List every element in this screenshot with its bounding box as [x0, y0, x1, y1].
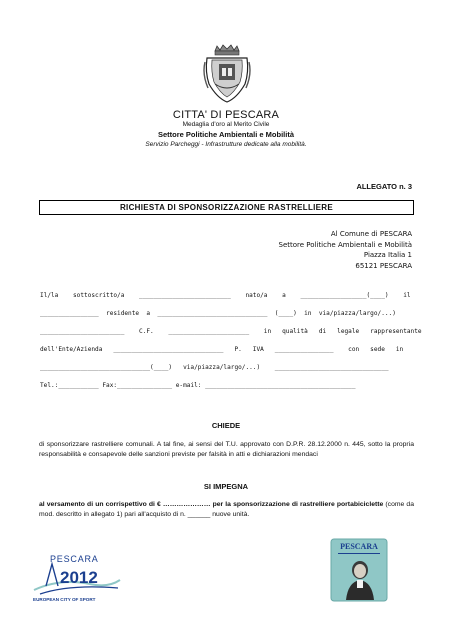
form-line-residence[interactable]: ________________ residente a ______________________________ (____) in via/piazza/largo/...) [40, 310, 396, 317]
chiede-heading: CHIEDE [211, 421, 241, 430]
allegato-label: ALLEGATO n. 3 [356, 182, 412, 191]
service-name: Servizio Parcheggi - Infrastrutture dedicate alla mobilità. [145, 141, 307, 148]
form-line-headquarters[interactable]: ______________________________(____) via/piazza/largo/...) _______________________________ [40, 364, 389, 371]
pescara-portrait-stamp [330, 538, 388, 602]
recipient-line-2: Settore Politiche Ambientali e Mobilità [278, 240, 412, 249]
logo-left-word: PESCARA [50, 554, 99, 564]
pescara-2012-logo [30, 550, 122, 602]
chiede-text: di sponsorizzare rastrelliere comunali. A tal fine, ai sensi del T.U. approvato con D.P.R. 28.12.2000 n. 445, sotto la propria responsabilità e consapevole delle sanzioni previste per falsità in atti e dichiarazioni mendaci [39, 441, 414, 458]
logo-left-tagline: EUROPEAN CITY OF SPORT [33, 597, 96, 602]
form-line-name[interactable]: Il/la sottoscritto/a _________________________ nato/a a __________________(____) il [40, 292, 411, 299]
city-name: CITTA' DI PESCARA [172, 109, 280, 121]
recipient-line-3: Piazza Italia 1 [363, 251, 412, 259]
form-line-contacts[interactable]: Tel.:___________ Fax:_______________ e-mail: _________________________________________ [40, 382, 356, 389]
form-line-company[interactable]: dell'Ente/Azienda ______________________________ P. IVA ________________ con sede in [40, 346, 404, 353]
si-impegna-heading: SI IMPEGNA [203, 482, 249, 491]
sector-name: Settore Politiche Ambientali e Mobilità [158, 130, 294, 139]
si-impegna-normal: (come da mod. descritto in allegato 1) pari all'acquisto di n. ______ nuove unità. [39, 501, 414, 518]
city-crest-icon [203, 42, 251, 104]
document-title: RICHIESTA DI SPONSORIZZAZIONE RASTRELLIERE [39, 200, 414, 215]
logo-right-word: PESCARA [340, 542, 378, 551]
si-impegna-text [39, 500, 414, 519]
recipient-line-1: Al Comune di PESCARA [330, 230, 412, 238]
medal-caption: Medaglia d'oro al Merito Civile [182, 121, 270, 128]
si-impegna-bold: al versamento di un corrispettivo di € ………………… per la sponsorizzazione di rastrelliere portabiciclette [39, 501, 384, 508]
recipient-line-4: 65121 PESCARA [355, 261, 412, 270]
recipient-address [279, 229, 412, 271]
form-line-fiscal-code[interactable]: _______________________ C.F. ______________________ in qualità di legale rappresentante [40, 328, 422, 335]
logo-left-year: 2012 [60, 568, 98, 587]
